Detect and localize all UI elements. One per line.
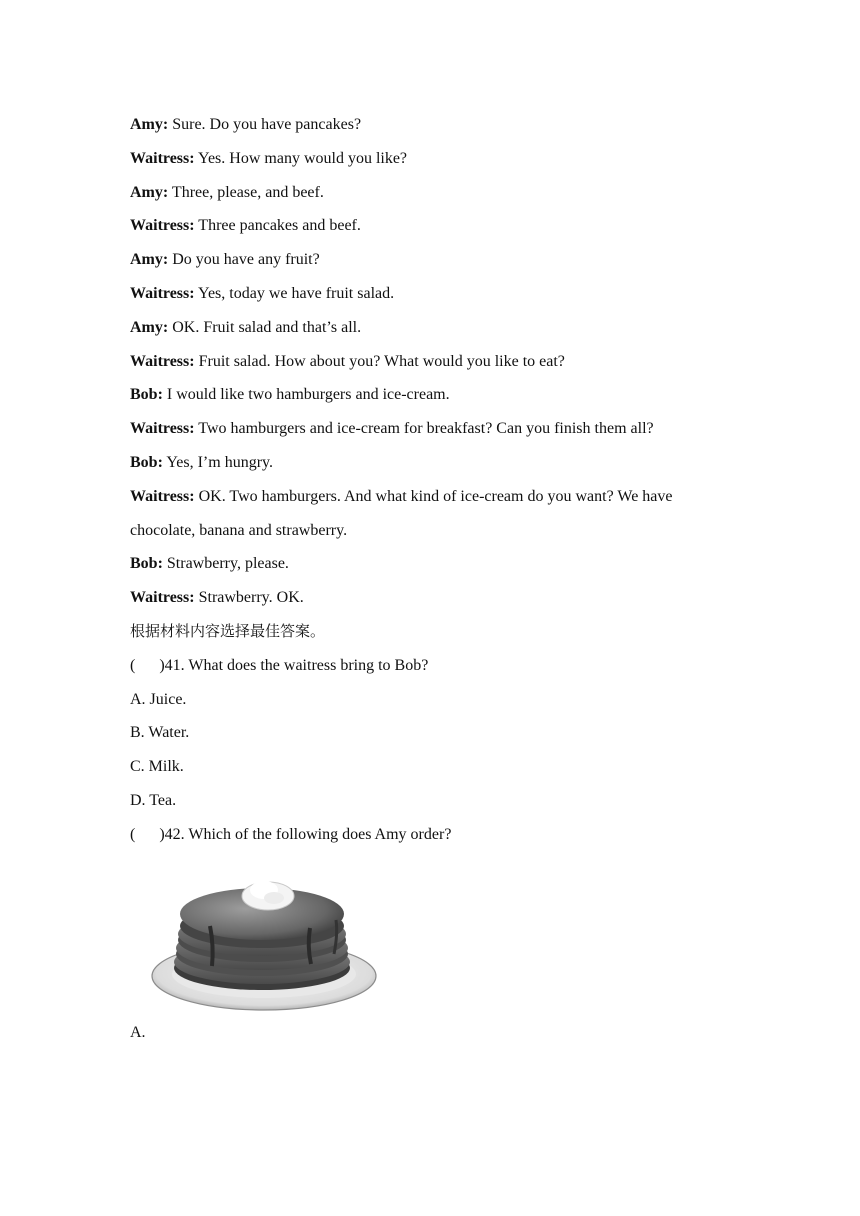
option-a-image-label: A. xyxy=(130,1023,146,1041)
dialogue-text: OK. Two hamburgers. And what kind of ice-cream do you want? We have xyxy=(194,487,673,505)
dialogue-text: Yes, I’m hungry. xyxy=(162,453,273,471)
dialogue-line xyxy=(130,412,770,446)
dialogue-line xyxy=(130,547,770,581)
dialogue-text: Fruit salad. How about you? What would you like to eat? xyxy=(194,352,565,370)
dialogue-text: Three pancakes and beef. xyxy=(194,217,361,235)
answer-bracket-close: ) xyxy=(159,656,165,674)
pancake-stack-icon xyxy=(150,866,382,1016)
speaker-name: Waitress: xyxy=(130,284,195,302)
question-42 xyxy=(130,818,770,852)
option-b: B. Water. xyxy=(130,724,190,742)
dialogue-text: OK. Fruit salad and that’s all. xyxy=(168,318,362,336)
speaker-name: Amy: xyxy=(130,183,169,201)
dialogue-text: Do you have any fruit? xyxy=(168,251,320,269)
speaker-name: Amy: xyxy=(130,318,169,336)
dialogue-line xyxy=(130,209,770,243)
dialogue-line xyxy=(130,108,770,142)
dialogue-text: Yes. How many would you like? xyxy=(194,149,408,167)
dialogue-line xyxy=(130,446,770,480)
dialogue-text: Strawberry, please. xyxy=(162,555,289,573)
option-d: D. Tea. xyxy=(130,791,177,809)
document-content xyxy=(130,108,770,1049)
speaker-name: Waitress: xyxy=(130,420,195,438)
option-a: A. Juice. xyxy=(130,690,187,708)
speaker-name: Waitress: xyxy=(130,217,195,235)
speaker-name: Amy: xyxy=(130,116,169,133)
pancake-stack-image xyxy=(150,866,382,1016)
dialogue-line xyxy=(130,378,770,412)
speaker-name: Waitress: xyxy=(130,149,195,167)
question-text: 42. Which of the following does Amy order? xyxy=(164,825,452,843)
speaker-name: Bob: xyxy=(130,453,163,471)
answer-bracket-open: ( xyxy=(130,656,136,674)
speaker-name: Waitress: xyxy=(130,589,195,607)
dialogue-text: Sure. Do you have pancakes? xyxy=(168,116,362,133)
dialogue-line xyxy=(130,176,770,210)
dialogue-text: Three, please, and beef. xyxy=(168,183,324,201)
question-text: 41. What does the waitress bring to Bob? xyxy=(164,656,429,674)
option-c: C. Milk. xyxy=(130,758,184,776)
answer-bracket-close: ) xyxy=(159,825,165,843)
dialogue-text: Two hamburgers and ice-cream for breakfast? Can you finish them all? xyxy=(194,420,654,438)
speaker-name: Bob: xyxy=(130,386,163,404)
dialogue-text: Yes, today we have fruit salad. xyxy=(194,284,395,302)
answer-bracket-open: ( xyxy=(130,825,136,843)
speaker-name: Bob: xyxy=(130,555,163,573)
dialogue-line xyxy=(130,277,770,311)
dialogue-line xyxy=(130,480,770,514)
dialogue-text: Strawberry. OK. xyxy=(194,589,304,607)
dialogue-line xyxy=(130,142,770,176)
speaker-name: Amy: xyxy=(130,251,169,269)
dialogue-line xyxy=(130,243,770,277)
dialogue-line xyxy=(130,581,770,615)
dialogue-text: I would like two hamburgers and ice-cream. xyxy=(162,386,450,404)
instruction-text: 根据材料内容选择最佳答案。 xyxy=(130,621,326,640)
question-41 xyxy=(130,649,770,683)
dialogue-continuation: chocolate, banana and strawberry. xyxy=(130,521,348,539)
speaker-name: Waitress: xyxy=(130,352,195,370)
speaker-name: Waitress: xyxy=(130,487,195,505)
dialogue-line xyxy=(130,311,770,345)
dialogue-line xyxy=(130,345,770,379)
